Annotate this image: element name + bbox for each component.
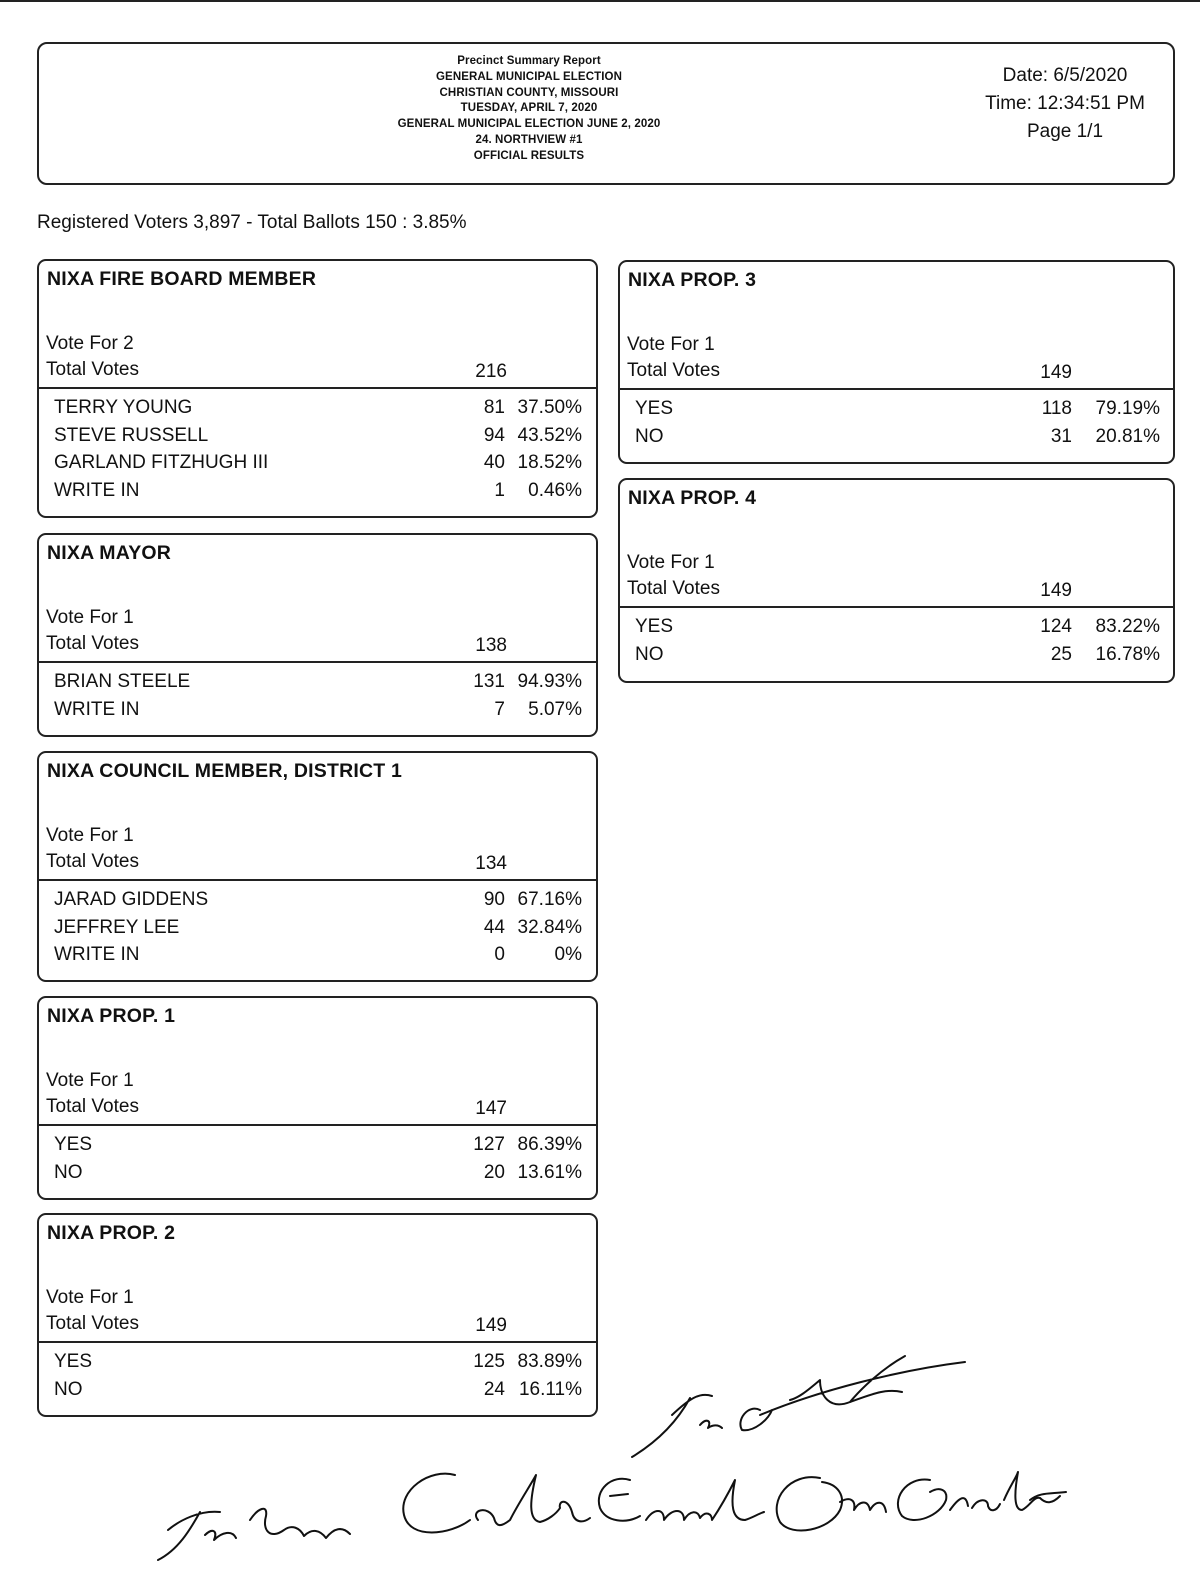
choice-votes: 0 — [494, 944, 505, 965]
choice-votes: 25 — [1050, 643, 1072, 665]
contest-title: NIXA PROP. 4 — [628, 487, 757, 509]
election-rescheduled: GENERAL MUNICIPAL ELECTION JUNE 2, 2020 — [397, 118, 661, 131]
choice-percent: 83.22% — [1095, 616, 1160, 637]
choice-percent: 32.84% — [517, 916, 582, 938]
choice-name: NO — [54, 1378, 83, 1400]
vote-for-label: Vote For 1 — [46, 825, 134, 846]
choice-votes: 118 — [1041, 398, 1072, 419]
choice-name: YES — [54, 1351, 93, 1372]
choice-percent: 0% — [554, 944, 582, 965]
choice-votes: 1 — [494, 479, 505, 501]
total-votes-value: 149 — [475, 1315, 507, 1336]
choice-percent: 43.52% — [517, 424, 582, 446]
signature-mark — [158, 1509, 350, 1560]
choice-name: BRIAN STEELE — [54, 671, 191, 692]
signature-mark — [632, 1356, 965, 1457]
choice-name: YES — [54, 1134, 93, 1155]
choice-name: TERRY YOUNG — [54, 397, 193, 418]
choice-percent: 86.39% — [517, 1134, 582, 1155]
total-votes-value: 149 — [1040, 580, 1072, 601]
election-name: GENERAL MUNICIPAL ELECTION — [436, 70, 622, 83]
contest-title: NIXA MAYOR — [47, 542, 172, 564]
page-number: Page 1/1 — [1026, 121, 1104, 142]
total-votes-label: Total Votes — [46, 1096, 139, 1117]
total-votes-value: 138 — [475, 635, 507, 656]
precinct-name: 24. NORTHVIEW #1 — [475, 133, 583, 146]
vote-for-label: Vote For 2 — [46, 333, 134, 354]
total-votes-value: 149 — [1040, 362, 1072, 383]
total-votes-label: Total Votes — [46, 851, 139, 872]
total-votes-label: Total Votes — [46, 633, 139, 654]
total-votes-value: 216 — [475, 361, 507, 382]
county-name: CHRISTIAN COUNTY, MISSOURI — [439, 86, 619, 99]
choice-name: NO — [54, 1161, 83, 1183]
choice-name: WRITE IN — [54, 698, 140, 720]
choice-percent: 37.50% — [517, 397, 582, 418]
total-votes-value: 134 — [475, 853, 507, 874]
choice-name: YES — [635, 616, 674, 637]
choice-votes: 90 — [483, 889, 505, 910]
choice-votes: 131 — [473, 671, 505, 692]
total-votes-label: Total Votes — [627, 578, 720, 599]
choice-name: WRITE IN — [54, 944, 140, 965]
choice-votes: 20 — [483, 1161, 505, 1183]
choice-votes: 94 — [483, 424, 505, 446]
vote-for-label: Vote For 1 — [627, 552, 715, 573]
choice-name: WRITE IN — [54, 479, 140, 501]
choice-votes: 44 — [483, 916, 505, 938]
choice-name: JEFFREY LEE — [54, 916, 180, 938]
total-votes-label: Total Votes — [46, 1313, 139, 1334]
original-election-date: TUESDAY, APRIL 7, 2020 — [460, 102, 598, 115]
choice-votes: 31 — [1050, 425, 1072, 447]
registered-voters-summary: Registered Voters 3,897 - Total Ballots 150 : 3.85% — [37, 212, 467, 233]
vote-for-label: Vote For 1 — [46, 1070, 134, 1091]
choice-percent: 16.78% — [1095, 643, 1160, 665]
choice-votes: 40 — [483, 452, 505, 473]
vote-for-label: Vote For 1 — [46, 1287, 134, 1308]
report-date: Date: 6/5/2020 — [1002, 65, 1128, 86]
vote-for-label: Vote For 1 — [46, 607, 134, 628]
choice-name: NO — [635, 425, 664, 447]
choice-percent: 79.19% — [1095, 398, 1160, 419]
choice-votes: 124 — [1040, 616, 1072, 637]
choice-name: JARAD GIDDENS — [54, 889, 209, 910]
total-votes-label: Total Votes — [46, 359, 139, 380]
choice-percent: 16.11% — [518, 1378, 582, 1400]
choice-percent: 67.16% — [517, 889, 582, 910]
choice-percent: 5.07% — [528, 698, 582, 720]
vote-for-label: Vote For 1 — [627, 334, 715, 355]
contest-title: NIXA PROP. 1 — [47, 1005, 176, 1027]
contest-title: NIXA PROP. 2 — [47, 1222, 176, 1244]
report-type: Precinct Summary Report — [457, 55, 601, 67]
choice-percent: 20.81% — [1095, 425, 1160, 447]
choice-votes: 24 — [483, 1378, 505, 1400]
choice-votes: 7 — [494, 698, 505, 720]
choice-votes: 81 — [483, 397, 505, 418]
choice-percent: 18.52% — [517, 452, 582, 473]
choice-votes: 127 — [473, 1134, 505, 1155]
contest-title: NIXA COUNCIL MEMBER, DISTRICT 1 — [47, 760, 403, 782]
choice-name: YES — [635, 398, 674, 419]
contest-title: NIXA FIRE BOARD MEMBER — [47, 268, 317, 290]
contest-title: NIXA PROP. 3 — [628, 269, 757, 291]
total-votes-label: Total Votes — [627, 360, 720, 381]
choice-name: NO — [635, 643, 664, 665]
results-status: OFFICIAL RESULTS — [473, 149, 585, 162]
choice-votes: 125 — [473, 1351, 505, 1372]
choice-name: STEVE RUSSELL — [54, 424, 209, 446]
choice-name: GARLAND FITZHUGH III — [54, 452, 269, 473]
choice-percent: 13.61% — [517, 1161, 582, 1183]
total-votes-value: 147 — [475, 1098, 507, 1119]
signature-mark — [777, 1472, 1066, 1531]
choice-percent: 0.46% — [528, 479, 582, 501]
choice-percent: 94.93% — [517, 671, 582, 692]
choice-percent: 83.89% — [517, 1351, 582, 1372]
signature-mark — [403, 1474, 764, 1533]
report-time: Time: 12:34:51 PM — [985, 93, 1145, 114]
